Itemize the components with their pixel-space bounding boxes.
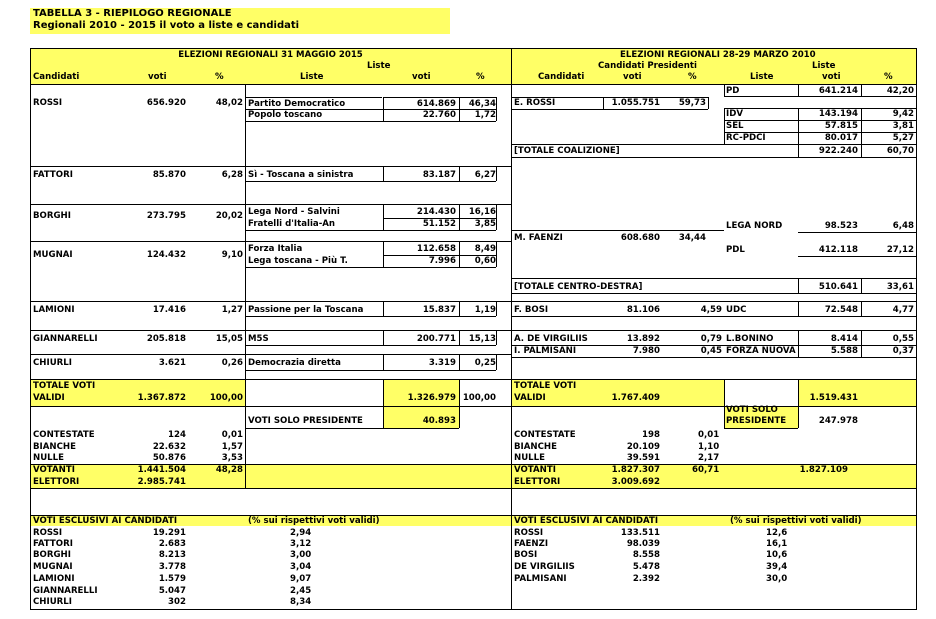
table-rule bbox=[383, 97, 496, 98]
list-pct: 1,19 bbox=[474, 305, 496, 315]
table-rule bbox=[383, 379, 384, 428]
cand-pres-label: Candidati Presidenti bbox=[598, 61, 697, 71]
cand-lamioni-voti: 17.416 bbox=[152, 305, 186, 315]
list-name: Lega toscana - Più T. bbox=[248, 256, 348, 266]
col-candidati-2010: Candidati bbox=[538, 72, 585, 82]
list-item-voti: 5.478 bbox=[632, 562, 660, 572]
list-item: ROSSI bbox=[514, 528, 544, 538]
table-rule bbox=[245, 316, 496, 317]
table-rule bbox=[383, 97, 384, 121]
table-rule bbox=[383, 255, 496, 256]
list-item-pct: 3,04 bbox=[290, 562, 312, 572]
cand-borghi-pct: 20,02 bbox=[215, 211, 243, 221]
list-voti: 7.996 bbox=[428, 256, 456, 266]
list-voti: 15.837 bbox=[422, 305, 456, 315]
list-item-voti: 5.047 bbox=[158, 586, 186, 596]
list-item-pct: 10,6 bbox=[766, 550, 788, 560]
table-rule bbox=[496, 301, 497, 316]
list-item: MUGNAI bbox=[33, 562, 73, 572]
nulle: 50.876 bbox=[152, 453, 186, 463]
table-rule bbox=[245, 267, 496, 268]
table-rule bbox=[511, 345, 916, 346]
solo-pres-label: VOTI SOLO PRESIDENTE bbox=[248, 416, 363, 426]
elettori-2010: 3.009.692 bbox=[611, 477, 660, 487]
list-pct: 27,12 bbox=[886, 245, 914, 255]
table-rule bbox=[798, 301, 799, 316]
list-item-pct: 12,6 bbox=[766, 528, 788, 538]
list-name: Partito Democratico bbox=[248, 99, 346, 109]
table-rule bbox=[511, 230, 724, 231]
list-voti: 83.187 bbox=[422, 170, 456, 180]
table-rule bbox=[511, 316, 916, 317]
escl-label-left: VOTI ESCLUSIVI AI CANDIDATI bbox=[33, 516, 178, 526]
tot-cd-pct: 33,61 bbox=[886, 282, 914, 292]
list-item-voti: 302 bbox=[168, 597, 186, 607]
table-rule bbox=[459, 166, 460, 181]
cand-rossi: ROSSI bbox=[33, 98, 63, 108]
list-item-voti: 2.392 bbox=[632, 574, 660, 584]
votanti-2010: 1.827.307 bbox=[611, 465, 660, 475]
votanti-pct: 48,28 bbox=[215, 465, 243, 475]
cand-chiurli: CHIURLI bbox=[33, 358, 72, 368]
solo-pres-2010: 247.978 bbox=[818, 416, 858, 426]
table-rule bbox=[496, 354, 497, 370]
cand-e-rossi: E. ROSSI bbox=[514, 98, 556, 108]
list-item-pct: 8,34 bbox=[290, 597, 312, 607]
list-pct: 9,42 bbox=[892, 109, 914, 119]
table-rule bbox=[30, 488, 917, 489]
col-pct: % bbox=[215, 72, 224, 82]
list-voti: 98.523 bbox=[824, 221, 858, 231]
table-rule bbox=[511, 144, 916, 145]
col-liste-2010: Liste bbox=[750, 72, 774, 82]
list-pct: 0,55 bbox=[892, 334, 914, 344]
list-item-voti: 1.579 bbox=[158, 574, 186, 584]
cand-rossi-voti: 656.920 bbox=[146, 98, 186, 108]
table-rule bbox=[724, 108, 725, 144]
list-name: LEGA NORD bbox=[726, 221, 783, 231]
list-name: M5S bbox=[248, 334, 269, 344]
list-voti: 614.869 bbox=[416, 99, 456, 109]
list-pct: 3,85 bbox=[474, 219, 496, 229]
cand-f-bosi-voti: 81.106 bbox=[626, 305, 660, 315]
list-voti: 143.194 bbox=[818, 109, 858, 119]
cand-fattori-voti: 85.870 bbox=[152, 170, 186, 180]
table-rule bbox=[511, 357, 916, 358]
totale-voti-label: TOTALE VOTI bbox=[33, 381, 96, 391]
list-item-voti: 3.778 bbox=[158, 562, 186, 572]
solo-pres-label-2010-a: VOTI SOLO bbox=[726, 405, 778, 415]
table-rule bbox=[496, 241, 497, 267]
list-item-pct: 16,1 bbox=[766, 539, 788, 549]
list-pct: 0,25 bbox=[474, 358, 496, 368]
list-item-voti: 8.213 bbox=[158, 550, 186, 560]
table-rule bbox=[511, 97, 603, 98]
table-rule bbox=[30, 301, 511, 302]
table-rule bbox=[383, 218, 496, 219]
tot-coalizione-pct: 60,70 bbox=[886, 146, 914, 156]
col-pct-2010: % bbox=[688, 72, 697, 82]
list-pct: 46,34 bbox=[468, 99, 496, 109]
validi-label: VALIDI bbox=[33, 393, 65, 403]
table-rule bbox=[511, 330, 916, 331]
list-item: FATTORI bbox=[33, 539, 73, 549]
totale-liste: 1.326.979 bbox=[407, 393, 456, 403]
table-rule bbox=[245, 121, 496, 122]
table-rule bbox=[30, 379, 917, 380]
cand-fattori-pct: 6,28 bbox=[221, 170, 243, 180]
totale-voti: 1.367.872 bbox=[137, 393, 186, 403]
cand-borghi: BORGHI bbox=[33, 211, 71, 221]
table-rule bbox=[861, 278, 862, 293]
table-rule bbox=[30, 354, 511, 355]
list-item-pct: 2,94 bbox=[290, 528, 312, 538]
list-item: DE VIRGILIIS bbox=[514, 562, 575, 572]
contestate-pct-2010: 0,01 bbox=[698, 430, 720, 440]
cand-palmisani-voti: 7.980 bbox=[632, 346, 660, 356]
list-voti: 80.017 bbox=[824, 133, 858, 143]
nulle-pct: 3,53 bbox=[221, 453, 243, 463]
table-rule bbox=[496, 330, 497, 345]
table-rule bbox=[511, 157, 916, 158]
table-rule bbox=[245, 97, 382, 98]
table-rule bbox=[798, 278, 799, 293]
table-rule bbox=[383, 166, 384, 181]
votanti-label-2010: VOTANTI bbox=[514, 465, 556, 475]
bianche-label: BIANCHE bbox=[33, 442, 76, 452]
table-rule bbox=[861, 301, 862, 316]
cand-rossi-pct: 48,02 bbox=[215, 98, 243, 108]
cand-chiurli-voti: 3.621 bbox=[158, 358, 186, 368]
list-pct: 6,48 bbox=[892, 221, 914, 231]
table-rule bbox=[724, 84, 725, 96]
col-voti-liste-2010: voti bbox=[822, 72, 841, 82]
elettori-label: ELETTORI bbox=[33, 477, 80, 487]
table-rule bbox=[798, 232, 916, 233]
list-item: CHIURLI bbox=[33, 597, 72, 607]
list-pct: 3,81 bbox=[892, 121, 914, 131]
cand-palmisani-pct: 0,45 bbox=[700, 346, 722, 356]
table-rule bbox=[511, 109, 708, 110]
table-rule bbox=[724, 108, 916, 109]
table-rule bbox=[245, 406, 246, 488]
list-name: IDV bbox=[726, 109, 743, 119]
table-rule bbox=[798, 330, 799, 357]
cand-f-bosi-pct: 4,59 bbox=[700, 305, 722, 315]
cand-f-bosi: F. BOSI bbox=[514, 305, 549, 315]
table-rule bbox=[724, 428, 798, 429]
cand-giannarelli-pct: 15,05 bbox=[215, 334, 243, 344]
list-voti: 22.760 bbox=[422, 110, 456, 120]
cand-de-virgiliis-pct: 0,79 bbox=[700, 334, 722, 344]
table-rule bbox=[724, 379, 725, 428]
table-rule bbox=[459, 301, 460, 316]
table-rule bbox=[383, 354, 384, 370]
table-rule bbox=[30, 241, 511, 242]
report-title bbox=[30, 8, 450, 34]
solo-pres-label-2010-b: PRESIDENTE bbox=[726, 416, 787, 426]
list-item-pct: 2,45 bbox=[290, 586, 312, 596]
cand-lamioni-pct: 1,27 bbox=[221, 305, 243, 315]
list-name: RC-PDCI bbox=[726, 133, 766, 143]
list-item-pct: 3,12 bbox=[290, 539, 312, 549]
list-name: Sì - Toscana a sinistra bbox=[248, 170, 354, 180]
list-voti: 641.214 bbox=[818, 86, 858, 96]
table-rule bbox=[511, 301, 916, 302]
table-rule bbox=[30, 48, 31, 610]
list-pct: 5,27 bbox=[892, 133, 914, 143]
list-voti: 5.588 bbox=[830, 346, 858, 356]
list-name: PD bbox=[726, 86, 740, 96]
table-rule bbox=[30, 464, 917, 465]
list-pct: 1,72 bbox=[474, 110, 496, 120]
table-rule bbox=[30, 330, 511, 331]
liste-group-label-2015: Liste bbox=[367, 61, 391, 71]
list-item-pct: 9,07 bbox=[290, 574, 312, 584]
contestate: 124 bbox=[168, 430, 186, 440]
cand-mugnai: MUGNAI bbox=[33, 250, 73, 260]
cand-e-rossi-pct: 59,73 bbox=[678, 98, 706, 108]
table-rule bbox=[245, 84, 246, 406]
table-rule bbox=[724, 132, 916, 133]
list-name: Lega Nord - Salvini bbox=[248, 207, 340, 217]
list-voti: 412.118 bbox=[818, 245, 858, 255]
table-rule bbox=[459, 204, 460, 230]
list-item-voti: 98.039 bbox=[626, 539, 660, 549]
list-item-voti: 2.683 bbox=[158, 539, 186, 549]
escl-note-left: (% sui rispettivi voti validi) bbox=[248, 516, 380, 526]
table-rule bbox=[459, 379, 460, 428]
nulle-pct-2010: 2,17 bbox=[698, 453, 720, 463]
table-rule bbox=[708, 97, 709, 109]
table-rule bbox=[30, 84, 917, 85]
table-rule bbox=[383, 204, 384, 230]
cand-fattori: FATTORI bbox=[33, 170, 73, 180]
table-rule bbox=[511, 293, 916, 294]
contestate-label: CONTESTATE bbox=[33, 430, 95, 440]
list-pct: 6,27 bbox=[474, 170, 496, 180]
contestate-pct: 0,01 bbox=[221, 430, 243, 440]
elettori-label-2010: ELETTORI bbox=[514, 477, 561, 487]
escl-label-right: VOTI ESCLUSIVI AI CANDIDATI bbox=[514, 516, 659, 526]
table-rule bbox=[383, 241, 384, 267]
table-rule bbox=[30, 515, 917, 516]
table-rule bbox=[459, 241, 460, 267]
bianche-pct: 1,57 bbox=[221, 442, 243, 452]
title-line-2: Regionali 2010 - 2015 il voto a liste e candidati bbox=[33, 20, 300, 31]
col-voti-2010: voti bbox=[623, 72, 642, 82]
table-rule bbox=[245, 428, 459, 429]
table-rule bbox=[30, 204, 511, 205]
list-pct: 0,60 bbox=[474, 256, 496, 266]
cand-giannarelli-voti: 205.818 bbox=[146, 334, 186, 344]
header-2010: ELEZIONI REGIONALI 28-29 MARZO 2010 bbox=[620, 50, 816, 60]
list-item-pct: 39,4 bbox=[766, 562, 788, 572]
tot-coalizione-label: [TOTALE COALIZIONE] bbox=[514, 146, 620, 156]
bianche-pct-2010: 1,10 bbox=[698, 442, 720, 452]
list-pct: 42,20 bbox=[886, 86, 914, 96]
table-rule bbox=[861, 330, 862, 357]
list-voti: 3.319 bbox=[428, 358, 456, 368]
cand-chiurli-pct: 0,26 bbox=[221, 358, 243, 368]
cand-mugnai-voti: 124.432 bbox=[146, 250, 186, 260]
header-2015: ELEZIONI REGIONALI 31 MAGGIO 2015 bbox=[178, 50, 363, 60]
cand-lamioni: LAMIONI bbox=[33, 305, 75, 315]
cand-borghi-voti: 273.795 bbox=[146, 211, 186, 221]
list-item: BORGHI bbox=[33, 550, 71, 560]
table-rule bbox=[459, 97, 460, 121]
table-rule bbox=[30, 406, 917, 407]
table-rule bbox=[30, 609, 917, 610]
list-item: LAMIONI bbox=[33, 574, 75, 584]
col-candidati: Candidati bbox=[33, 72, 80, 82]
table-rule bbox=[245, 181, 496, 182]
bianche-2010: 20.109 bbox=[626, 442, 660, 452]
bianche-label-2010: BIANCHE bbox=[514, 442, 557, 452]
col-pct-liste: % bbox=[476, 72, 485, 82]
totale-liste-pct: 100,00 bbox=[462, 393, 496, 403]
nulle-label: NULLE bbox=[33, 453, 64, 463]
list-name: FORZA NUOVA bbox=[726, 346, 796, 356]
cand-mugnai-pct: 9,10 bbox=[221, 250, 243, 260]
totale-pct: 100,00 bbox=[209, 393, 243, 403]
list-name: PDL bbox=[726, 245, 745, 255]
table-rule bbox=[798, 108, 799, 157]
list-item: GIANNARELLI bbox=[33, 586, 98, 596]
list-item-voti: 133.511 bbox=[620, 528, 660, 538]
list-item-voti: 8.558 bbox=[632, 550, 660, 560]
list-item: FAENZI bbox=[514, 539, 549, 549]
nulle-label-2010: NULLE bbox=[514, 453, 545, 463]
table-rule bbox=[30, 48, 917, 49]
bianche: 22.632 bbox=[152, 442, 186, 452]
list-voti: 200.771 bbox=[416, 334, 456, 344]
table-rule bbox=[603, 97, 708, 98]
list-voti: 72.548 bbox=[824, 305, 858, 315]
title-line-1: TABELLA 3 - RIEPILOGO REGIONALE bbox=[33, 8, 232, 19]
tot-cd-label: [TOTALE CENTRO-DESTRA] bbox=[514, 282, 643, 292]
contestate-2010: 198 bbox=[642, 430, 660, 440]
list-item-pct: 30,0 bbox=[766, 574, 788, 584]
table-rule bbox=[496, 166, 497, 181]
list-name: UDC bbox=[726, 305, 747, 315]
table-rule bbox=[496, 204, 497, 230]
list-pct: 16,16 bbox=[468, 207, 496, 217]
tot-coalizione-voti: 922.240 bbox=[818, 146, 858, 156]
tot-cd-voti: 510.641 bbox=[818, 282, 858, 292]
cand-de-virgiliis: A. DE VIRGILIIS bbox=[514, 334, 588, 344]
totale-liste-2010: 1.519.431 bbox=[809, 393, 858, 403]
cand-m-faenzi-pct: 34,44 bbox=[678, 233, 706, 243]
list-voti: 51.152 bbox=[422, 219, 456, 229]
list-item: BOSI bbox=[514, 550, 538, 560]
votanti: 1.441.504 bbox=[137, 465, 186, 475]
totale-voti-label-2010: TOTALE VOTI bbox=[514, 381, 577, 391]
list-name: Forza Italia bbox=[248, 244, 303, 254]
table-rule bbox=[30, 166, 511, 167]
list-voti: 57.815 bbox=[824, 121, 858, 131]
solo-pres: 40.893 bbox=[422, 416, 456, 426]
list-name: Fratelli d'Italia-An bbox=[248, 219, 336, 229]
totale-voti-2010: 1.767.409 bbox=[611, 393, 660, 403]
cand-palmisani: I. PALMISANI bbox=[514, 346, 577, 356]
table-rule bbox=[245, 370, 496, 371]
table-rule bbox=[459, 330, 460, 345]
votanti-bg-left bbox=[30, 464, 511, 488]
cand-m-faenzi-voti: 608.680 bbox=[620, 233, 660, 243]
table-rule bbox=[383, 330, 384, 345]
table-rule bbox=[459, 354, 460, 370]
col-voti: voti bbox=[148, 72, 167, 82]
list-pct: 0,37 bbox=[892, 346, 914, 356]
table-rule bbox=[245, 230, 496, 231]
table-rule bbox=[916, 48, 917, 610]
list-name: L.BONINO bbox=[726, 334, 774, 344]
list-item: ROSSI bbox=[33, 528, 63, 538]
cand-e-rossi-voti: 1.055.751 bbox=[611, 98, 660, 108]
col-voti-liste: voti bbox=[412, 72, 431, 82]
col-liste: Liste bbox=[300, 72, 324, 82]
list-item-voti: 19.291 bbox=[152, 528, 186, 538]
list-name: Popolo toscano bbox=[248, 110, 323, 120]
list-pct: 8,49 bbox=[474, 244, 496, 254]
list-name: SEL bbox=[726, 121, 744, 131]
list-item-pct: 3,00 bbox=[290, 550, 312, 560]
contestate-label-2010: CONTESTATE bbox=[514, 430, 576, 440]
table-rule bbox=[724, 120, 916, 121]
table-rule bbox=[245, 345, 496, 346]
votanti-pct-2010: 60,71 bbox=[692, 465, 720, 475]
nulle-2010: 39.591 bbox=[626, 453, 660, 463]
list-voti: 8.414 bbox=[830, 334, 858, 344]
table-rule bbox=[861, 108, 862, 157]
list-name: Democrazia diretta bbox=[248, 358, 341, 368]
liste-group-label-2010: Liste bbox=[812, 61, 836, 71]
list-voti: 214.430 bbox=[416, 207, 456, 217]
table-rule bbox=[798, 84, 799, 96]
elettori: 2.985.741 bbox=[137, 477, 186, 487]
table-rule bbox=[724, 96, 916, 97]
list-pct: 4,77 bbox=[892, 305, 914, 315]
table-rule bbox=[603, 97, 604, 109]
validi-label-2010: VALIDI bbox=[514, 393, 546, 403]
table-rule bbox=[383, 301, 384, 316]
table-rule bbox=[861, 84, 862, 96]
table-rule bbox=[511, 278, 916, 279]
table-rule bbox=[798, 379, 799, 428]
votanti-liste-2010: 1.827.109 bbox=[799, 465, 848, 475]
list-voti: 112.658 bbox=[416, 244, 456, 254]
list-pct: 15,13 bbox=[468, 334, 496, 344]
votanti-label: VOTANTI bbox=[33, 465, 75, 475]
cand-m-faenzi: M. FAENZI bbox=[514, 233, 563, 243]
list-name: Passione per la Toscana bbox=[248, 305, 364, 315]
table-rule bbox=[496, 97, 497, 121]
table-rule bbox=[798, 256, 916, 257]
cand-giannarelli: GIANNARELLI bbox=[33, 334, 98, 344]
col-pct-liste-2010: % bbox=[884, 72, 893, 82]
table-rule bbox=[511, 48, 512, 610]
list-item: PALMISANI bbox=[514, 574, 567, 584]
escl-note-right: (% sui rispettivi voti validi) bbox=[730, 516, 862, 526]
cand-de-virgiliis-voti: 13.892 bbox=[626, 334, 660, 344]
